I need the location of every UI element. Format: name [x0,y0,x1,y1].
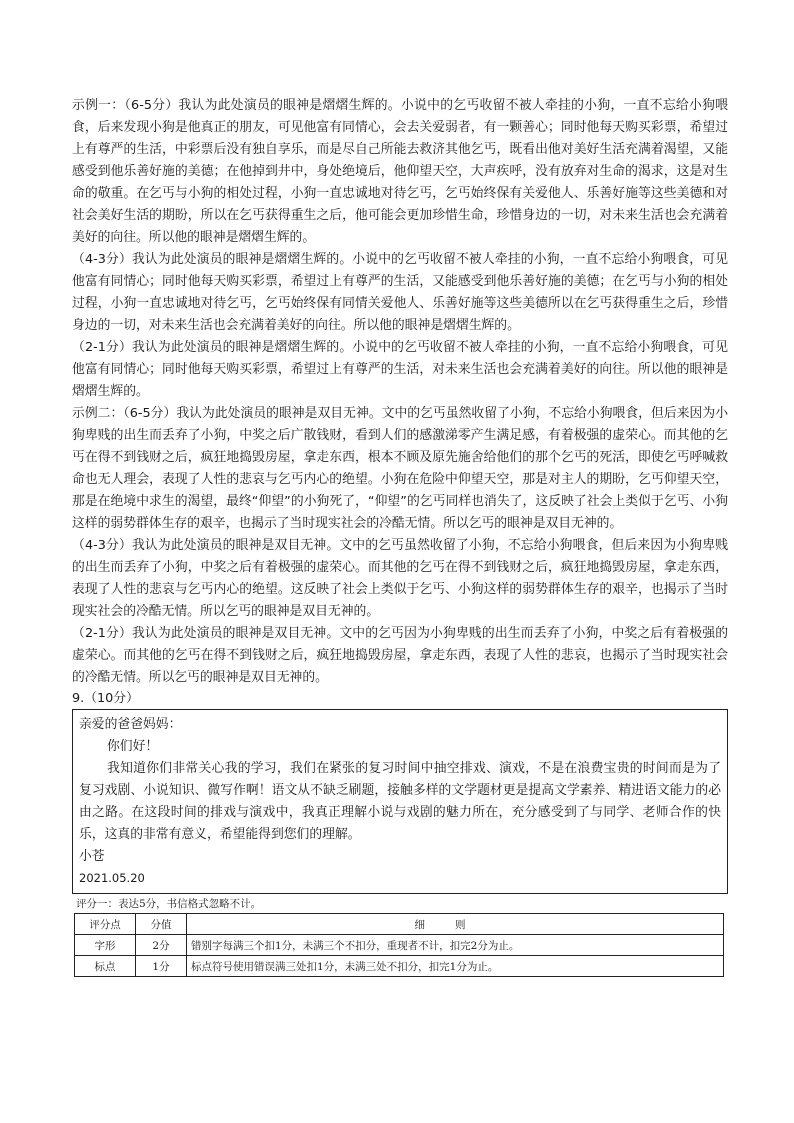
question-heading: 9.（10分） [72,691,139,706]
document-page [72,95,728,977]
letter-body: 我知道你们非常关心我的学习，我们在紧张的复习时间中抽空排戏、演戏，不是在浪费宝贵的时间而是为了复习戏剧、小说知识、微写作啊！语文从不缺乏刷题，接触多样的文学题材更是提高文学素养、精进语文能力的必由之路。在这段时间的排戏与演戏中，我真正理解小说与戏剧的魅力所在，充分感受到了与同学、老师合作的快乐，这真的非常有意义，希望能得到您们的理解。 [79,761,721,842]
scoring-table [74,913,724,977]
answer-paragraph: 示例一：（6-5分）我认为此处演员的眼神是熠熠生辉的。小说中的乞丐收留不被人牵挂的小狗，一直不忘给小狗喂食，后来发现小狗是他真正的朋友，可见他富有同情心，会去关爱弱者，有一颗善心；同时他每天购买彩票，希望过上有尊严的生活，中彩票后没有独自享乐，而是尽自己所能去救济其他乞丐，既看出他对美好生活充满着渴望，又能感受到他乐善好施的美德；在他掉到井中，身处绝境后，他仰望天空，大声疾呼，没有放弃对生命的渴求，这是对生命的敬重。在乞丐与小狗的相处过程，小狗一直忠诚地对待乞丐，乞丐始终保有关爱他人、乐善好施等这些美德和对社会美好生活的期盼，所以在乞丐获得重生之后，他可能会更加珍惜生命，珍惜身边的一切，对未来生活也会充满着美好的向往。所以他的眼神是熠熠生辉的。 [72,98,728,245]
cell-scoring-point: 标点 [75,956,136,977]
table-row [75,956,724,977]
cell-rules: 错别字每满三个扣1分，未满三个不扣分，重现者不计，扣完2分为止。 [187,935,724,956]
table-row [75,935,724,956]
scoring-note: 评分一：表达5分，书信格式忽略不计。 [76,898,262,910]
answer-paragraph: （4-3分）我认为此处演员的眼神是双目无神。文中的乞丐虽然收留了小狗，不忘给小狗喂食，但后来因为小狗卑贱的出生而丢弃了小狗，中奖之后有着极强的虚荣心。而其他的乞丐在得不到钱财之后，疯狂地捣毁房屋，拿走东西，表现了人性的悲哀与乞丐内心的绝望。这反映了社会上类似于乞丐、小狗这样的弱势群体生存的艰辛，也揭示了当时现实社会的冷酷无情。所以乞丐的眼神是双目无神的。 [72,538,728,619]
cell-points: 1分 [136,956,187,977]
letter-date: 2021.05.20 [79,871,145,885]
sample-letter-box [72,709,728,894]
cell-points: 2分 [136,935,187,956]
letter-salutation: 亲爱的爸爸妈妈： [79,717,182,732]
letter-signature: 小苍 [79,849,105,864]
header-scoring-point: 评分点 [75,914,136,935]
header-rules: 细则 [187,914,724,935]
header-points: 分值 [136,914,187,935]
answer-paragraph: （2-1分）我认为此处演员的眼神是双目无神。文中的乞丐因为小狗卑贱的出生而丢弃了小狗，中奖之后有着极强的虚荣心。而其他的乞丐在得不到钱财之后，疯狂地捣毁房屋，拿走东西，表现了人性的悲哀，也揭示了当时现实社会的冷酷无情。所以乞丐的眼神是双目无神的。 [72,626,728,685]
answer-paragraph: （4-3分）我认为此处演员的眼神是熠熠生辉的。小说中的乞丐收留不被人牵挂的小狗，一直不忘给小狗喂食，可见他富有同情心；同时他每天购买彩票，希望过上有尊严的生活，又能感受到他乐善好施的美德；在乞丐与小狗的相处过程，小狗一直忠诚地对待乞丐，乞丐始终保有同情关爱他人、乐善好施等这些美德所以在乞丐获得重生之后，珍惜身边的一切，对未来生活也会充满着美好的向往。所以他的眼神是熠熠生辉的。 [72,252,728,333]
letter-greeting: 你们好！ [107,739,159,754]
answer-paragraph: （2-1分）我认为此处演员的眼神是熠熠生辉的。小说中的乞丐收留不被人牵挂的小狗，一直不忘给小狗喂食，可见他富有同情心；同时他每天购买彩票，希望过上有尊严的生活，对未来生活也会充满着美好的向往。所以他的眼神是熠熠生辉的。 [72,340,728,399]
cell-rules: 标点符号使用错误满三处扣1分，未满三处不扣分，扣完1分为止。 [187,956,724,977]
answer-paragraph: 示例二：（6-5分）我认为此处演员的眼神是双目无神。文中的乞丐虽然收留了小狗，不忘给小狗喂食，但后来因为小狗卑贱的出生而丢弃了小狗，中奖之后广散钱财，看到人们的感激涕零产生满足感，有着极强的虚荣心。而其他的乞丐在得不到钱财之后，疯狂地捣毁房屋，拿走东西，根本不顾及原先施舍给他们的那个乞丐的死活，即使乞丐呼喊救命也无人理会，表现了人性的悲哀与乞丐内心的绝望。小狗在危险中仰望天空，那是对主人的期盼，乞丐仰望天空，那是在绝境中求生的渴望，最终“仰望”的小狗死了，“仰望”的乞丐同样也消失了，这反映了社会上类似于乞丐、小狗这样的弱势群体生存的艰辛，也揭示了当时现实社会的冷酷无情。所以乞丐的眼神是双目无神的。 [72,406,728,531]
cell-scoring-point: 字形 [75,935,136,956]
table-header-row [75,914,724,935]
